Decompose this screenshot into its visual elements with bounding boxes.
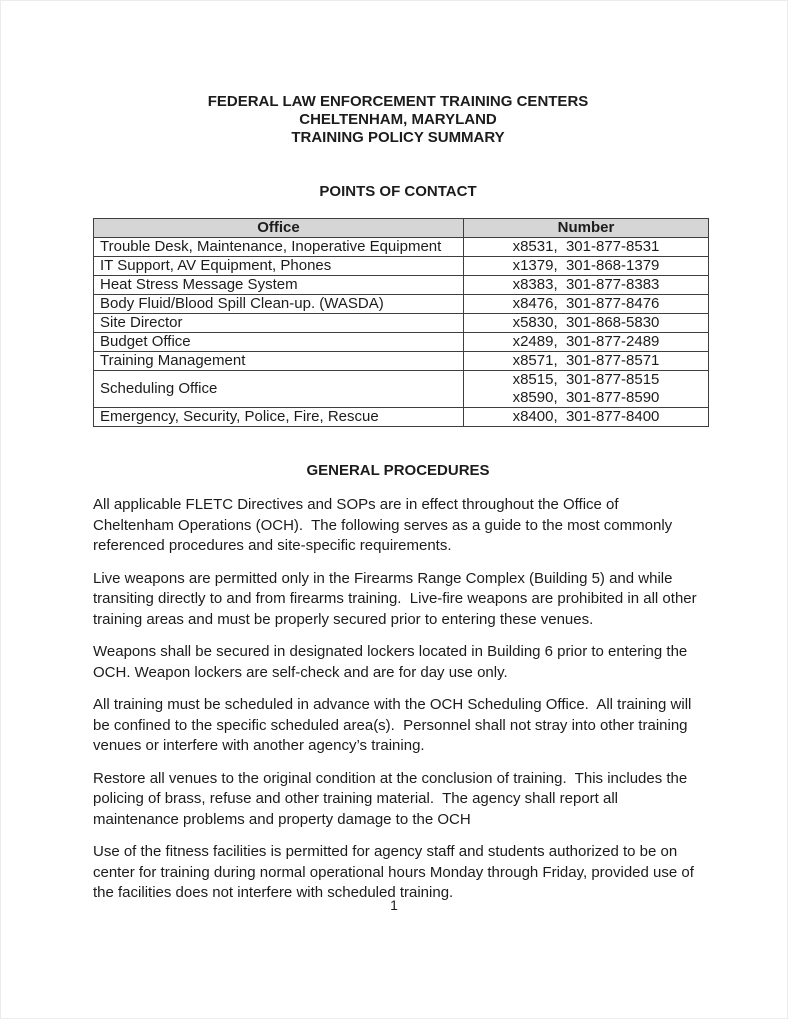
number-cell bbox=[464, 257, 709, 276]
number-column-header: Number bbox=[464, 219, 709, 238]
number-cell bbox=[464, 314, 709, 333]
number-cell bbox=[464, 333, 709, 352]
table-row bbox=[94, 238, 709, 257]
table-row bbox=[94, 295, 709, 314]
title-line-3: TRAINING POLICY SUMMARY bbox=[291, 129, 505, 146]
document-title bbox=[93, 93, 703, 147]
procedure-paragraph: Restore all venues to the original condition at the conclusion of training. This includes the policing of brass, refuse and other training material. The agency shall report all maintenance problems and property damage to the OCH bbox=[93, 769, 692, 828]
title-line-1: FEDERAL LAW ENFORCEMENT TRAINING CENTERS bbox=[207, 93, 589, 110]
office-cell: IT Support, AV Equipment, Phones bbox=[94, 257, 464, 276]
phone-number-line: x8590, 301-877-8590 bbox=[512, 389, 660, 406]
general-procedures-heading: GENERAL PROCEDURES bbox=[306, 462, 490, 479]
office-cell: Budget Office bbox=[94, 333, 464, 352]
office-cell: Training Management bbox=[94, 352, 464, 371]
procedure-paragraph: Use of the fitness facilities is permitted for agency staff and students authorized to be on center for training during normal operational hours Monday through Friday, provided use of the facilities does not interfere with scheduled training. bbox=[93, 843, 699, 901]
office-cell: Body Fluid/Blood Spill Clean-up. (WASDA) bbox=[94, 295, 464, 314]
table-row bbox=[94, 257, 709, 276]
phone-number-line: x8571, 301-877-8571 bbox=[512, 352, 660, 369]
number-cell bbox=[464, 295, 709, 314]
office-cell: Scheduling Office bbox=[94, 371, 464, 408]
title-line-2: CHELTENHAM, MARYLAND bbox=[299, 111, 497, 128]
phone-number-line: x8531, 301-877-8531 bbox=[512, 238, 660, 255]
document-content bbox=[1, 1, 787, 904]
points-of-contact-table bbox=[93, 218, 709, 427]
table-row bbox=[94, 276, 709, 295]
page-number: 1 bbox=[390, 897, 398, 913]
office-cell: Emergency, Security, Police, Fire, Rescue bbox=[94, 408, 464, 427]
procedure-paragraph: Weapons shall be secured in designated lockers located in Building 6 prior to entering the OCH. Weapon lockers are self-check and are for day use only. bbox=[93, 643, 692, 681]
number-cell bbox=[464, 408, 709, 427]
table-body bbox=[94, 238, 709, 427]
number-cell bbox=[464, 276, 709, 295]
phone-number-line: x5830, 301-868-5830 bbox=[512, 314, 660, 331]
number-cell bbox=[464, 371, 709, 408]
phone-number-line: x8515, 301-877-8515 bbox=[512, 371, 660, 388]
phone-number-line: x8476, 301-877-8476 bbox=[512, 295, 660, 312]
number-cell bbox=[464, 238, 709, 257]
table-row bbox=[94, 371, 709, 408]
phone-number-line: x2489, 301-877-2489 bbox=[512, 333, 660, 350]
procedure-paragraph: All applicable FLETC Directives and SOPs are in effect throughout the Office of Cheltenham Operations (OCH). The following serves as a guide to the most commonly referenced procedures and site-specific requirements. bbox=[93, 496, 677, 554]
table-row bbox=[94, 352, 709, 371]
procedures-body bbox=[93, 495, 703, 904]
office-cell: Heat Stress Message System bbox=[94, 276, 464, 295]
phone-number-line: x8400, 301-877-8400 bbox=[512, 408, 660, 425]
procedure-paragraph: Live weapons are permitted only in the Firearms Range Complex (Building 5) and while transiting directly to and from firearms training. Live-fire weapons are prohibited in all other training areas and must be properly secured prior to entering these venues. bbox=[93, 569, 701, 628]
office-cell: Site Director bbox=[94, 314, 464, 333]
office-column-header: Office bbox=[94, 219, 464, 238]
table-header-row bbox=[94, 219, 709, 238]
table-row bbox=[94, 408, 709, 427]
table-row bbox=[94, 314, 709, 333]
phone-number-line: x1379, 301-868-1379 bbox=[512, 257, 660, 274]
procedure-paragraph: All training must be scheduled in advance with the OCH Scheduling Office. All training will be confined to the specific scheduled area(s). Personnel shall not stray into other training venues or interfere with another agency’s training. bbox=[93, 696, 696, 754]
phone-number-line: x8383, 301-877-8383 bbox=[512, 276, 660, 293]
points-of-contact-heading: POINTS OF CONTACT bbox=[319, 183, 477, 200]
table-row bbox=[94, 333, 709, 352]
office-cell: Trouble Desk, Maintenance, Inoperative Equipment bbox=[94, 238, 464, 257]
number-cell bbox=[464, 352, 709, 371]
